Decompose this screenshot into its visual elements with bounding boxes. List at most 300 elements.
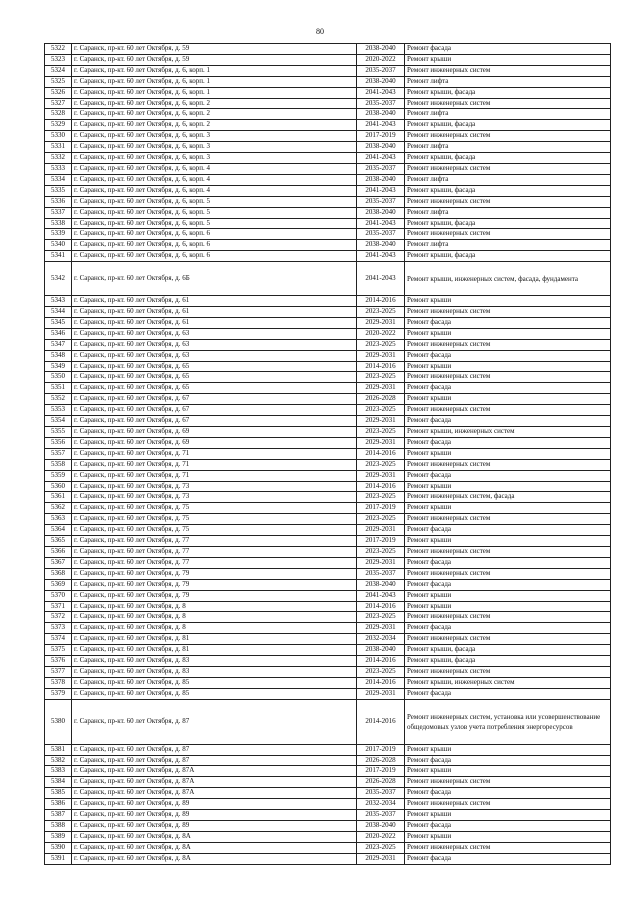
work-type-cell: Ремонт лифта [405,174,611,185]
row-number: 5387 [45,810,72,821]
period-cell: 2020-2022 [357,328,405,339]
period-cell: 2035-2037 [357,196,405,207]
address-cell: г. Саранск, пр-кт. 60 лет Октября, д. 6, корп. 2 [72,98,357,109]
work-type-cell: Ремонт лифта [405,142,611,153]
work-type-cell: Ремонт инженерных систем [405,131,611,142]
work-type-cell: Ремонт инженерных систем [405,229,611,240]
row-number: 5343 [45,296,72,307]
period-cell: 2041-2043 [357,590,405,601]
address-cell: г. Саранск, пр-кт. 60 лет Октября, д. 8А [72,842,357,853]
period-cell: 2035-2037 [357,98,405,109]
row-number: 5385 [45,788,72,799]
work-type-cell: Ремонт инженерных систем [405,546,611,557]
row-number: 5358 [45,459,72,470]
work-type-cell: Ремонт инженерных систем [405,612,611,623]
period-cell: 2041-2043 [357,218,405,229]
period-cell: 2023-2025 [357,612,405,623]
period-cell: 2032-2034 [357,799,405,810]
period-cell: 2032-2034 [357,634,405,645]
period-cell: 2029-2031 [357,557,405,568]
table-row [45,207,611,218]
period-cell: 2038-2040 [357,44,405,55]
row-number: 5322 [45,44,72,55]
period-cell: 2038-2040 [357,207,405,218]
table-row [45,601,611,612]
address-cell: г. Саранск, пр-кт. 60 лет Октября, д. 6, корп. 4 [72,163,357,174]
table-row [45,405,611,416]
table-row [45,481,611,492]
work-type-cell: Ремонт крыши, фасада [405,218,611,229]
address-cell: г. Саранск, пр-кт. 60 лет Октября, д. 6, корп. 1 [72,65,357,76]
period-cell: 2029-2031 [357,688,405,699]
period-cell: 2038-2040 [357,821,405,832]
table-row [45,109,611,120]
work-type-cell: Ремонт крыши [405,831,611,842]
period-cell: 2023-2025 [357,492,405,503]
period-cell: 2020-2022 [357,831,405,842]
period-cell: 2026-2028 [357,777,405,788]
table-row [45,174,611,185]
work-type-cell: Ремонт крыши [405,394,611,405]
work-type-cell: Ремонт крыши, инженерных систем, фасада, фундамента [405,262,611,296]
row-number: 5357 [45,448,72,459]
period-cell: 2023-2025 [357,666,405,677]
table-row [45,514,611,525]
table-body [45,44,611,865]
work-type-cell: Ремонт крыши, инженерных систем [405,677,611,688]
work-type-cell: Ремонт инженерных систем [405,568,611,579]
address-cell: г. Саранск, пр-кт. 60 лет Октября, д. 71 [72,459,357,470]
table-row [45,131,611,142]
address-cell: г. Саранск, пр-кт. 60 лет Октября, д. 87 [72,744,357,755]
period-cell: 2035-2037 [357,229,405,240]
row-number: 5361 [45,492,72,503]
table-row [45,372,611,383]
table-row [45,383,611,394]
table-row [45,251,611,262]
row-number: 5363 [45,514,72,525]
period-cell: 2035-2037 [357,568,405,579]
address-cell: г. Саранск, пр-кт. 60 лет Октября, д. 6, корп. 3 [72,142,357,153]
work-type-cell: Ремонт крыши [405,328,611,339]
row-number: 5373 [45,623,72,634]
address-cell: г. Саранск, пр-кт. 60 лет Октября, д. 6, корп. 1 [72,76,357,87]
row-number: 5382 [45,755,72,766]
address-cell: г. Саранск, пр-кт. 60 лет Октября, д. 87А [72,766,357,777]
work-type-cell: Ремонт крыши, инженерных систем [405,427,611,438]
work-type-cell: Ремонт крыши, фасада [405,251,611,262]
address-cell: г. Саранск, пр-кт. 60 лет Октября, д. 71 [72,448,357,459]
table-row [45,634,611,645]
period-cell: 2038-2040 [357,240,405,251]
row-number: 5380 [45,699,72,744]
work-type-cell: Ремонт инженерных систем [405,777,611,788]
period-cell: 2029-2031 [357,437,405,448]
row-number: 5338 [45,218,72,229]
period-cell: 2041-2043 [357,153,405,164]
work-type-cell: Ремонт крыши [405,810,611,821]
period-cell: 2017-2019 [357,766,405,777]
table-row [45,557,611,568]
address-cell: г. Саранск, пр-кт. 60 лет Октября, д. 6, корп. 2 [72,109,357,120]
table-row [45,54,611,65]
table-row [45,350,611,361]
address-cell: г. Саранск, пр-кт. 60 лет Октября, д. 6, корп. 4 [72,174,357,185]
address-cell: г. Саранск, пр-кт. 60 лет Октября, д. 77 [72,536,357,547]
work-type-cell: Ремонт инженерных систем [405,634,611,645]
work-type-cell: Ремонт фасада [405,44,611,55]
work-type-cell: Ремонт инженерных систем [405,405,611,416]
table-row [45,229,611,240]
period-cell: 2029-2031 [357,416,405,427]
table-row [45,317,611,328]
row-number: 5369 [45,579,72,590]
table-row [45,525,611,536]
work-type-cell: Ремонт лифта [405,109,611,120]
period-cell: 2014-2016 [357,656,405,667]
period-cell: 2035-2037 [357,163,405,174]
period-cell: 2029-2031 [357,317,405,328]
address-cell: г. Саранск, пр-кт. 60 лет Октября, д. 89 [72,821,357,832]
address-cell: г. Саранск, пр-кт. 60 лет Октября, д. 8 [72,623,357,634]
table-row [45,296,611,307]
address-cell: г. Саранск, пр-кт. 60 лет Октября, д. 67 [72,405,357,416]
address-cell: г. Саранск, пр-кт. 60 лет Октября, д. 77 [72,546,357,557]
work-type-cell: Ремонт крыши, фасада [405,153,611,164]
address-cell: г. Саранск, пр-кт. 60 лет Октября, д. 6, корп. 6 [72,251,357,262]
table-row [45,799,611,810]
period-cell: 2029-2031 [357,383,405,394]
work-type-cell: Ремонт фасада [405,623,611,634]
address-cell: г. Саранск, пр-кт. 60 лет Октября, д. 75 [72,514,357,525]
address-cell: г. Саранск, пр-кт. 60 лет Октября, д. 8 [72,612,357,623]
table-row [45,65,611,76]
address-cell: г. Саранск, пр-кт. 60 лет Октября, д. 6, корп. 3 [72,153,357,164]
period-cell: 2017-2019 [357,744,405,755]
work-type-cell: Ремонт крыши, фасада [405,185,611,196]
row-number: 5370 [45,590,72,601]
table-row [45,656,611,667]
row-number: 5347 [45,339,72,350]
table-row [45,437,611,448]
period-cell: 2038-2040 [357,174,405,185]
row-number: 5329 [45,120,72,131]
work-type-cell: Ремонт крыши [405,766,611,777]
table-row [45,142,611,153]
row-number: 5353 [45,405,72,416]
row-number: 5362 [45,503,72,514]
address-cell: г. Саранск, пр-кт. 60 лет Октября, д. 59 [72,44,357,55]
table-row [45,163,611,174]
row-number: 5364 [45,525,72,536]
table-row [45,361,611,372]
period-cell: 2038-2040 [357,645,405,656]
work-type-cell: Ремонт лифта [405,207,611,218]
period-cell: 2014-2016 [357,481,405,492]
work-type-cell: Ремонт крыши [405,296,611,307]
address-cell: г. Саранск, пр-кт. 60 лет Октября, д. 65 [72,361,357,372]
work-type-cell: Ремонт фасада [405,821,611,832]
row-number: 5328 [45,109,72,120]
table-row [45,612,611,623]
work-type-cell: Ремонт фасада [405,317,611,328]
work-type-cell: Ремонт фасада [405,470,611,481]
table-row [45,87,611,98]
period-cell: 2041-2043 [357,185,405,196]
period-cell: 2026-2028 [357,755,405,766]
row-number: 5336 [45,196,72,207]
period-cell: 2038-2040 [357,76,405,87]
page-number: 80 [316,27,324,36]
table-row [45,821,611,832]
table-row [45,98,611,109]
work-type-cell: Ремонт фасада [405,853,611,864]
work-type-cell: Ремонт инженерных систем [405,514,611,525]
address-cell: г. Саранск, пр-кт. 60 лет Октября, д. 85 [72,688,357,699]
row-number: 5359 [45,470,72,481]
address-cell: г. Саранск, пр-кт. 60 лет Октября, д. 83 [72,666,357,677]
row-number: 5327 [45,98,72,109]
row-number: 5334 [45,174,72,185]
period-cell: 2041-2043 [357,262,405,296]
row-number: 5384 [45,777,72,788]
table-row [45,240,611,251]
row-number: 5354 [45,416,72,427]
table-row [45,777,611,788]
address-cell: г. Саранск, пр-кт. 60 лет Октября, д. 79 [72,568,357,579]
work-type-cell: Ремонт фасада [405,557,611,568]
address-cell: г. Саранск, пр-кт. 60 лет Октября, д. 59 [72,54,357,65]
address-cell: г. Саранск, пр-кт. 60 лет Октября, д. 6Б [72,262,357,296]
work-type-cell: Ремонт крыши, фасада [405,645,611,656]
period-cell: 2026-2028 [357,394,405,405]
row-number: 5375 [45,645,72,656]
period-cell: 2035-2037 [357,788,405,799]
period-cell: 2035-2037 [357,65,405,76]
address-cell: г. Саранск, пр-кт. 60 лет Октября, д. 73 [72,492,357,503]
period-cell: 2017-2019 [357,503,405,514]
work-type-cell: Ремонт крыши [405,481,611,492]
table-row [45,699,611,744]
address-cell: г. Саранск, пр-кт. 60 лет Октября, д. 8А [72,831,357,842]
work-type-cell: Ремонт крыши [405,503,611,514]
table-row [45,645,611,656]
table-row [45,448,611,459]
work-type-cell: Ремонт фасада [405,525,611,536]
address-cell: г. Саранск, пр-кт. 60 лет Октября, д. 63 [72,328,357,339]
row-number: 5371 [45,601,72,612]
row-number: 5381 [45,744,72,755]
address-cell: г. Саранск, пр-кт. 60 лет Октября, д. 87А [72,777,357,788]
work-type-cell: Ремонт фасада [405,755,611,766]
table-row [45,744,611,755]
row-number: 5376 [45,656,72,667]
table-row [45,666,611,677]
address-cell: г. Саранск, пр-кт. 60 лет Октября, д. 69 [72,437,357,448]
work-type-cell: Ремонт крыши [405,361,611,372]
period-cell: 2038-2040 [357,579,405,590]
period-cell: 2014-2016 [357,699,405,744]
row-number: 5324 [45,65,72,76]
table-row [45,307,611,318]
work-type-cell: Ремонт инженерных систем [405,842,611,853]
row-number: 5372 [45,612,72,623]
period-cell: 2023-2025 [357,307,405,318]
period-cell: 2029-2031 [357,525,405,536]
repair-schedule-table [44,43,611,865]
row-number: 5323 [45,54,72,65]
period-cell: 2014-2016 [357,601,405,612]
table-row [45,120,611,131]
work-type-cell: Ремонт лифта [405,240,611,251]
period-cell: 2014-2016 [357,448,405,459]
address-cell: г. Саранск, пр-кт. 60 лет Октября, д. 61 [72,317,357,328]
row-number: 5383 [45,766,72,777]
period-cell: 2035-2037 [357,810,405,821]
row-number: 5367 [45,557,72,568]
table-row [45,788,611,799]
table-row [45,427,611,438]
row-number: 5386 [45,799,72,810]
table-row [45,459,611,470]
row-number: 5333 [45,163,72,174]
row-number: 5368 [45,568,72,579]
table-row [45,196,611,207]
table-row [45,755,611,766]
address-cell: г. Саранск, пр-кт. 60 лет Октября, д. 8 [72,601,357,612]
table-row [45,677,611,688]
work-type-cell: Ремонт инженерных систем [405,98,611,109]
work-type-cell: Ремонт инженерных систем [405,666,611,677]
period-cell: 2023-2025 [357,372,405,383]
row-number: 5378 [45,677,72,688]
address-cell: г. Саранск, пр-кт. 60 лет Октября, д. 83 [72,656,357,667]
period-cell: 2041-2043 [357,251,405,262]
table-row [45,590,611,601]
period-cell: 2023-2025 [357,405,405,416]
address-cell: г. Саранск, пр-кт. 60 лет Октября, д. 79 [72,579,357,590]
period-cell: 2038-2040 [357,109,405,120]
period-cell: 2023-2025 [357,842,405,853]
table-row [45,623,611,634]
row-number: 5345 [45,317,72,328]
table-row [45,262,611,296]
address-cell: г. Саранск, пр-кт. 60 лет Октября, д. 87 [72,699,357,744]
work-type-cell: Ремонт крыши [405,448,611,459]
table-row [45,831,611,842]
table-row [45,766,611,777]
address-cell: г. Саранск, пр-кт. 60 лет Октября, д. 73 [72,481,357,492]
period-cell: 2029-2031 [357,350,405,361]
table-row [45,853,611,864]
address-cell: г. Саранск, пр-кт. 60 лет Октября, д. 65 [72,383,357,394]
address-cell: г. Саранск, пр-кт. 60 лет Октября, д. 69 [72,427,357,438]
table-row [45,218,611,229]
row-number: 5351 [45,383,72,394]
address-cell: г. Саранск, пр-кт. 60 лет Октября, д. 71 [72,470,357,481]
table-row [45,44,611,55]
work-type-cell: Ремонт инженерных систем [405,196,611,207]
work-type-cell: Ремонт инженерных систем [405,339,611,350]
work-type-cell: Ремонт фасада [405,383,611,394]
period-cell: 2023-2025 [357,546,405,557]
period-cell: 2041-2043 [357,120,405,131]
address-cell: г. Саранск, пр-кт. 60 лет Октября, д. 81 [72,634,357,645]
work-type-cell: Ремонт крыши, фасада [405,656,611,667]
row-number: 5374 [45,634,72,645]
period-cell: 2014-2016 [357,677,405,688]
table-row [45,568,611,579]
period-cell: 2023-2025 [357,339,405,350]
row-number: 5355 [45,427,72,438]
table-row [45,546,611,557]
address-cell: г. Саранск, пр-кт. 60 лет Октября, д. 8А [72,853,357,864]
work-type-cell: Ремонт фасада [405,579,611,590]
row-number: 5360 [45,481,72,492]
period-cell: 2020-2022 [357,54,405,65]
period-cell: 2029-2031 [357,470,405,481]
row-number: 5348 [45,350,72,361]
address-cell: г. Саранск, пр-кт. 60 лет Октября, д. 87А [72,788,357,799]
address-cell: г. Саранск, пр-кт. 60 лет Октября, д. 6, корп. 2 [72,120,357,131]
work-type-cell: Ремонт фасада [405,688,611,699]
row-number: 5332 [45,153,72,164]
table-row [45,579,611,590]
address-cell: г. Саранск, пр-кт. 60 лет Октября, д. 6, корп. 6 [72,229,357,240]
work-type-cell: Ремонт крыши [405,744,611,755]
address-cell: г. Саранск, пр-кт. 60 лет Октября, д. 65 [72,372,357,383]
row-number: 5365 [45,536,72,547]
table-row [45,416,611,427]
address-cell: г. Саранск, пр-кт. 60 лет Октября, д. 77 [72,557,357,568]
address-cell: г. Саранск, пр-кт. 60 лет Октября, д. 79 [72,590,357,601]
row-number: 5379 [45,688,72,699]
row-number: 5388 [45,821,72,832]
work-type-cell: Ремонт инженерных систем [405,799,611,810]
period-cell: 2017-2019 [357,131,405,142]
work-type-cell: Ремонт крыши, фасада [405,120,611,131]
work-type-cell: Ремонт инженерных систем [405,307,611,318]
work-type-cell: Ремонт фасада [405,350,611,361]
period-cell: 2014-2016 [357,296,405,307]
table-row [45,842,611,853]
work-type-cell: Ремонт фасада [405,788,611,799]
work-type-cell: Ремонт инженерных систем, установка или усовершенствование общедомовых узлов учета потребления энергоресурсов [405,699,611,744]
address-cell: г. Саранск, пр-кт. 60 лет Октября, д. 6, корп. 4 [72,185,357,196]
work-type-cell: Ремонт фасада [405,437,611,448]
address-cell: г. Саранск, пр-кт. 60 лет Октября, д. 87 [72,755,357,766]
row-number: 5326 [45,87,72,98]
period-cell: 2041-2043 [357,87,405,98]
row-number: 5349 [45,361,72,372]
address-cell: г. Саранск, пр-кт. 60 лет Октября, д. 6, корп. 5 [72,196,357,207]
period-cell: 2038-2040 [357,142,405,153]
table-row [45,470,611,481]
address-cell: г. Саранск, пр-кт. 60 лет Октября, д. 6, корп. 5 [72,218,357,229]
row-number: 5391 [45,853,72,864]
address-cell: г. Саранск, пр-кт. 60 лет Октября, д. 63 [72,339,357,350]
table-row [45,76,611,87]
row-number: 5366 [45,546,72,557]
address-cell: г. Саранск, пр-кт. 60 лет Октября, д. 6, корп. 3 [72,131,357,142]
address-cell: г. Саранск, пр-кт. 60 лет Октября, д. 67 [72,394,357,405]
address-cell: г. Саранск, пр-кт. 60 лет Октября, д. 89 [72,810,357,821]
address-cell: г. Саранск, пр-кт. 60 лет Октября, д. 67 [72,416,357,427]
row-number: 5390 [45,842,72,853]
work-type-cell: Ремонт крыши, фасада [405,87,611,98]
row-number: 5352 [45,394,72,405]
work-type-cell: Ремонт инженерных систем [405,459,611,470]
